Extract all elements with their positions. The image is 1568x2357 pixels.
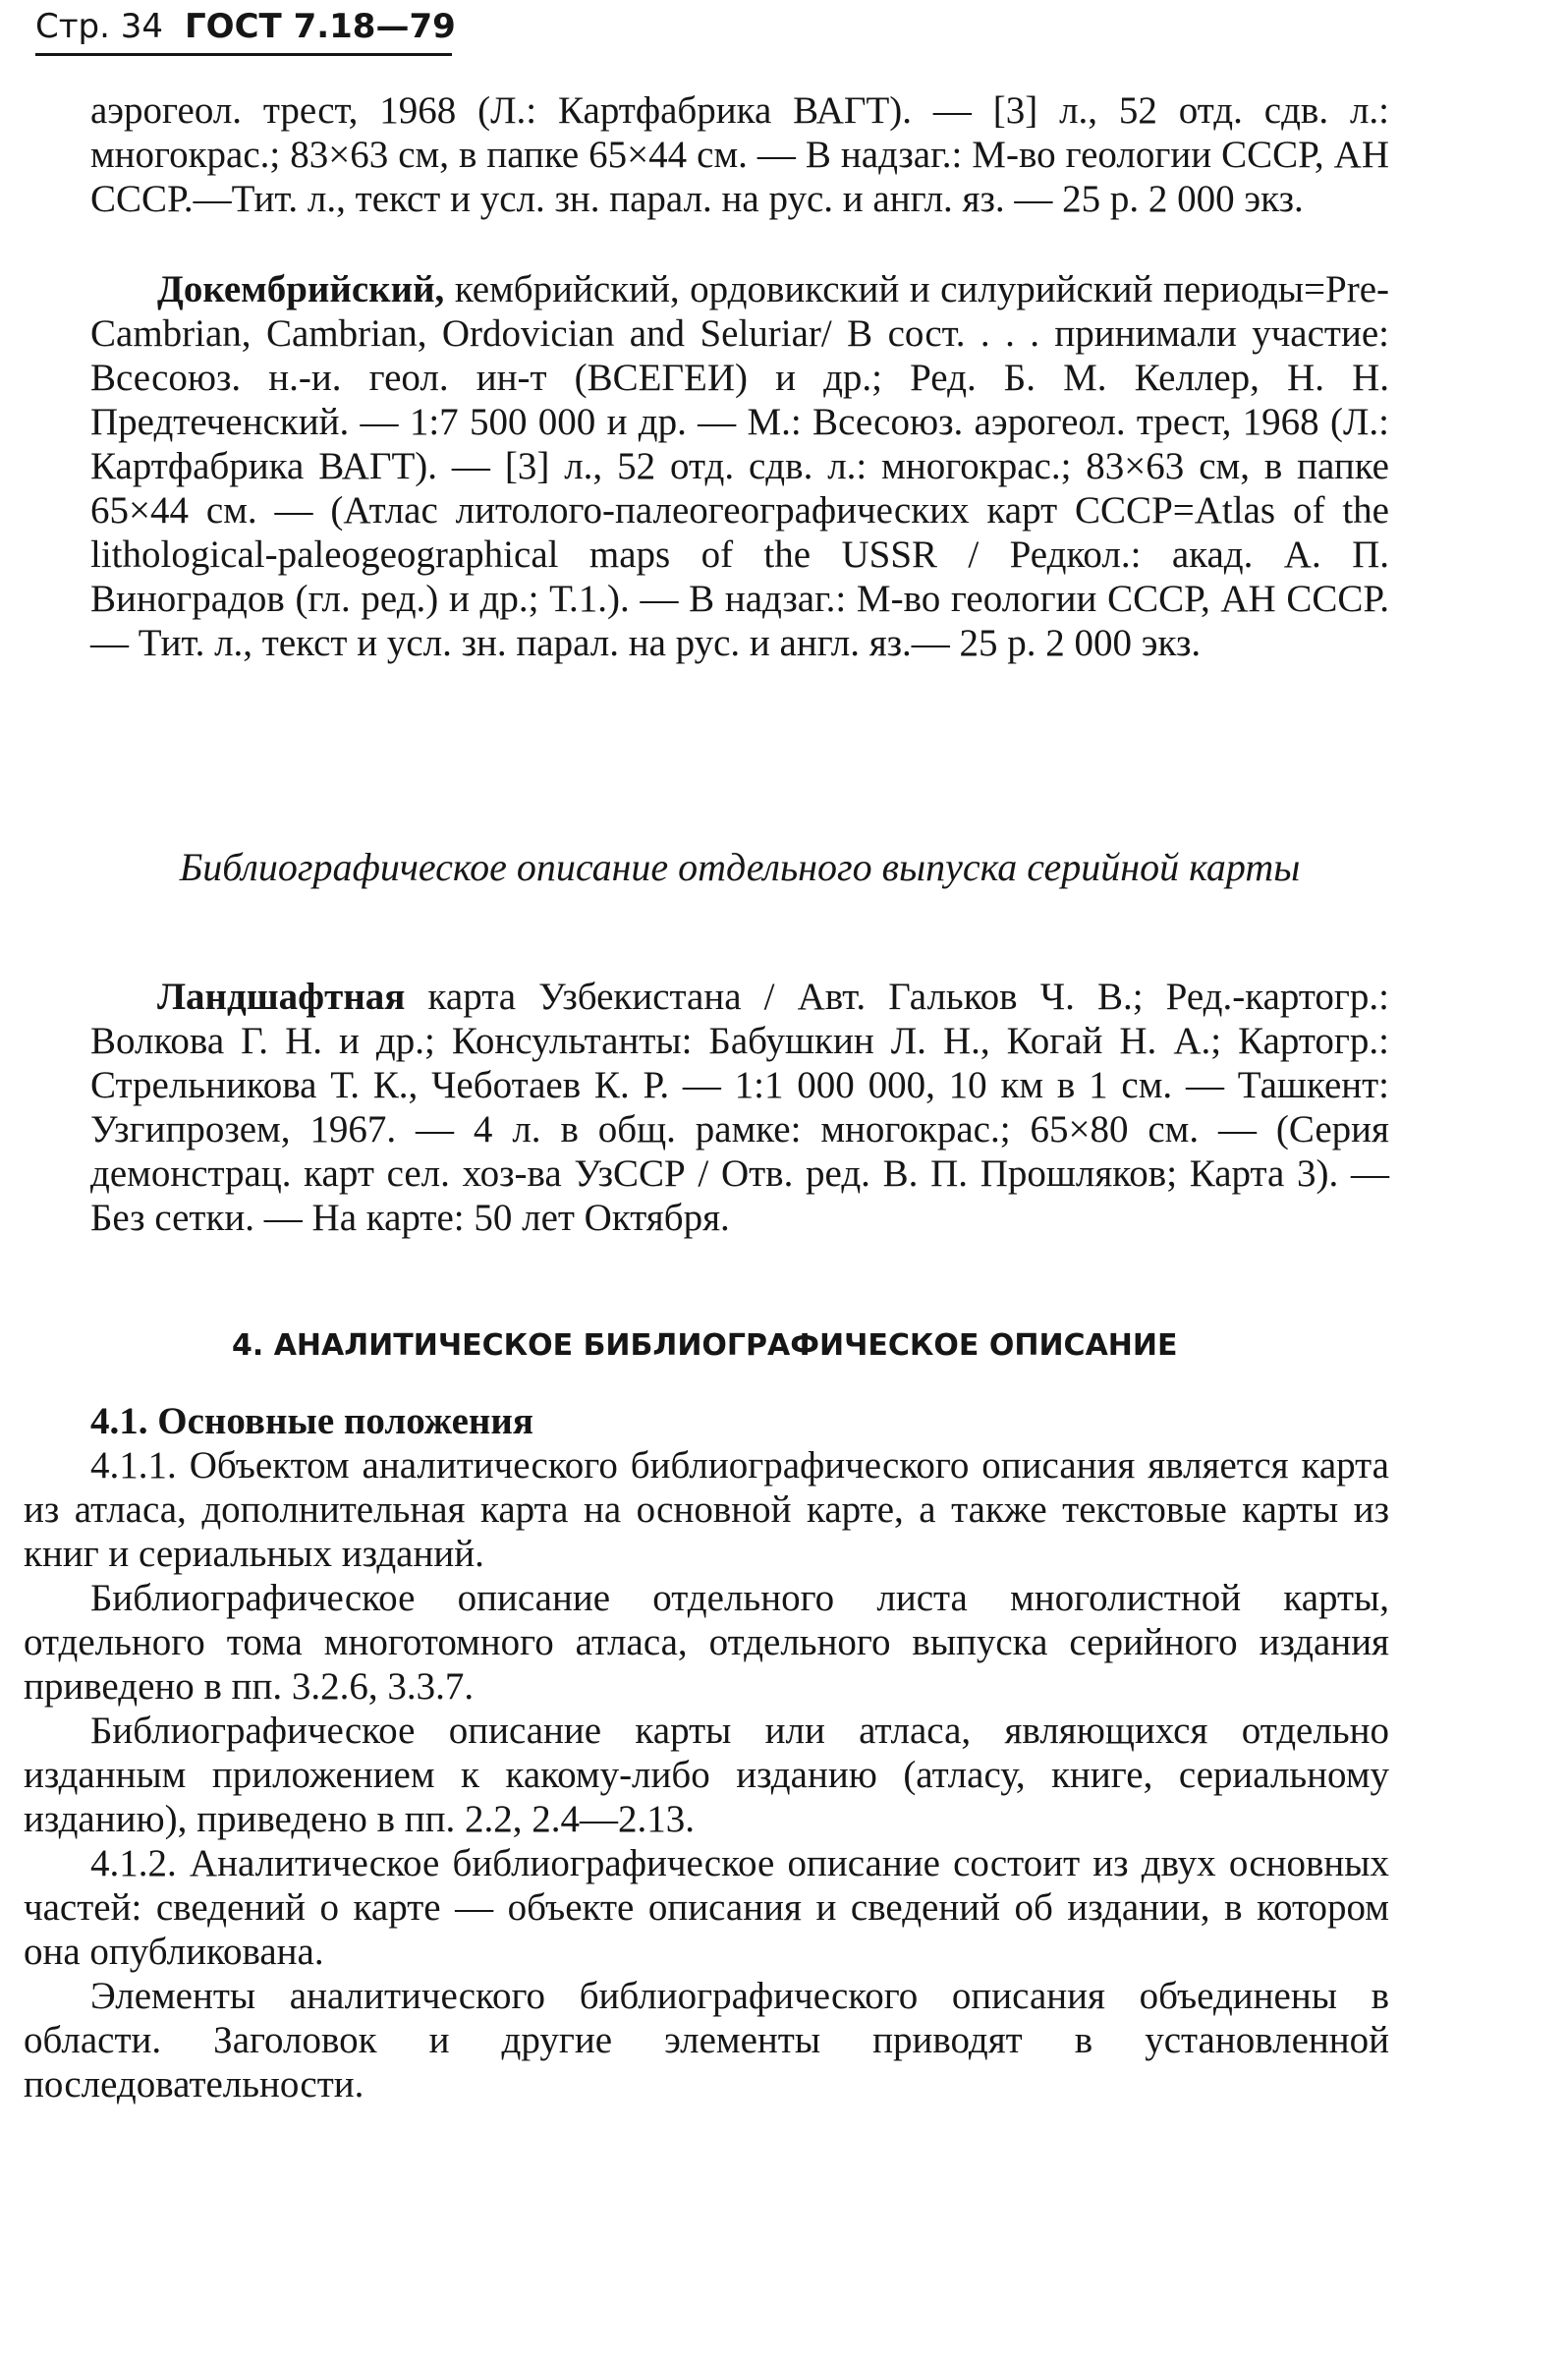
section-body [24, 1399, 1389, 2106]
entry-body: карта Узбекистана / Авт. Гальков Ч. В.; Ред.-картогр.: Волкова Г. Н. и др.; Консультанты: Бабушкин Л. Н., Когай Н. А.; Картогр.: Стрельникова Т. К., Чеботаев К. Р. — 1:1 000 000, 10 км в 1 см. — Ташкент: Узгипрозем, 1967. — 4 л. в общ. рамке: многокрас.; 65×80 см. — (Серия демонстрац. карт сел. хоз-ва УзССР / Отв. ред. В. П. Прошляков; Карта 3). — Без сетки. — На карте: 50 лет Октября. [90, 976, 1389, 1239]
paragraph-text: Библиографическое описание отдельного листа многолистной карты, отдельного тома многотомного атласа, отдельного выпуска серийного издания приведено в пп. 3.2.6, 3.3.7. [24, 1577, 1389, 1708]
paragraph-text: Библиографическое описание карты или атласа, являющихся отдельно изданным приложением к какому-либо изданию (атласу, книге, сериальному изданию), приведено в пп. 2.2, 2.4—2.13. [24, 1710, 1389, 1840]
paragraph-text [90, 267, 1389, 665]
entry-headword: Ландшафтная [157, 976, 406, 1018]
page-header [35, 4, 456, 49]
entry-body: кембрийский, ордовикский и силурийский периоды=Pre-Cambrian, Cambrian, Ordovician and Seluriar/ В сост. . . . принимали участие: Всесоюз. н.-и. геол. ин-т (ВСЕГЕИ) и др.; Ред. Б. М. Келлер, Н. Н. Предтеченский. — 1:7 500 000 и др. — М.: Всесоюз. аэрогеол. трест, 1968 (Л.: Картфабрика ВАГТ). — [3] л., 52 отд. сдв. л.: многокрас.; 83×63 см, в папке 65×44 см. — (Атлас литолого-палеогеографических карт СССР=Atlas of the lithological-paleogeographical maps of the USSR / Редкол.: акад. А. П. Виноградов (гл. ред.) и др.; Т.1.). — В надзаг.: М-во геологии СССР, АН СССР. — Тит. л., текст и усл. зн. парал. на рус. и англ. яз.— 25 р. 2 000 экз. [90, 268, 1389, 664]
subsection-title: 4.1. Основные положения [90, 1400, 533, 1442]
paragraph-text: Элементы аналитического библиографического описания объединены в области. Заголовок и другие элементы приводят в установленной последовательности. [24, 1975, 1389, 2105]
header-rule [35, 53, 452, 56]
paragraph-text: 4.1.1. Объектом аналитического библиографического описания является карта из атласа, дополнительная карта на основной карте, а также текстовые карты из книг и сериальных изданий. [24, 1444, 1389, 1575]
bibliographic-entry [90, 267, 1389, 665]
subheading: Библиографическое описание отдельного выпуска серийной карты [179, 845, 1301, 889]
paragraph-text: аэрогеол. трест, 1968 (Л.: Картфабрика ВАГТ). — [3] л., 52 отд. сдв. л.: многокрас.; 83×63 см, в папке 65×44 см. — В надзаг.: М-во геологии СССР, АН СССР.—Тит. л., текст и усл. зн. парал. на рус. и англ. яз. — 25 р. 2 000 экз. [90, 89, 1389, 220]
entry-headword: Докембрийский, [157, 268, 445, 310]
paragraph-text [90, 975, 1389, 1240]
bibliographic-entry [90, 975, 1389, 1240]
section-title: 4. АНАЛИТИЧЕСКОЕ БИБЛИОГРАФИЧЕСКОЕ ОПИСАНИЕ [232, 1328, 1178, 1363]
paragraph-text: 4.1.2. Аналитическое библиографическое описание состоит из двух основных частей: сведений о карте — объекте описания и сведений об издании, в котором она опубликована. [24, 1842, 1389, 1973]
page-number: Стр. 34 [35, 7, 164, 46]
entry-continuation [90, 88, 1389, 221]
standard-code: ГОСТ 7.18—79 [185, 7, 456, 46]
